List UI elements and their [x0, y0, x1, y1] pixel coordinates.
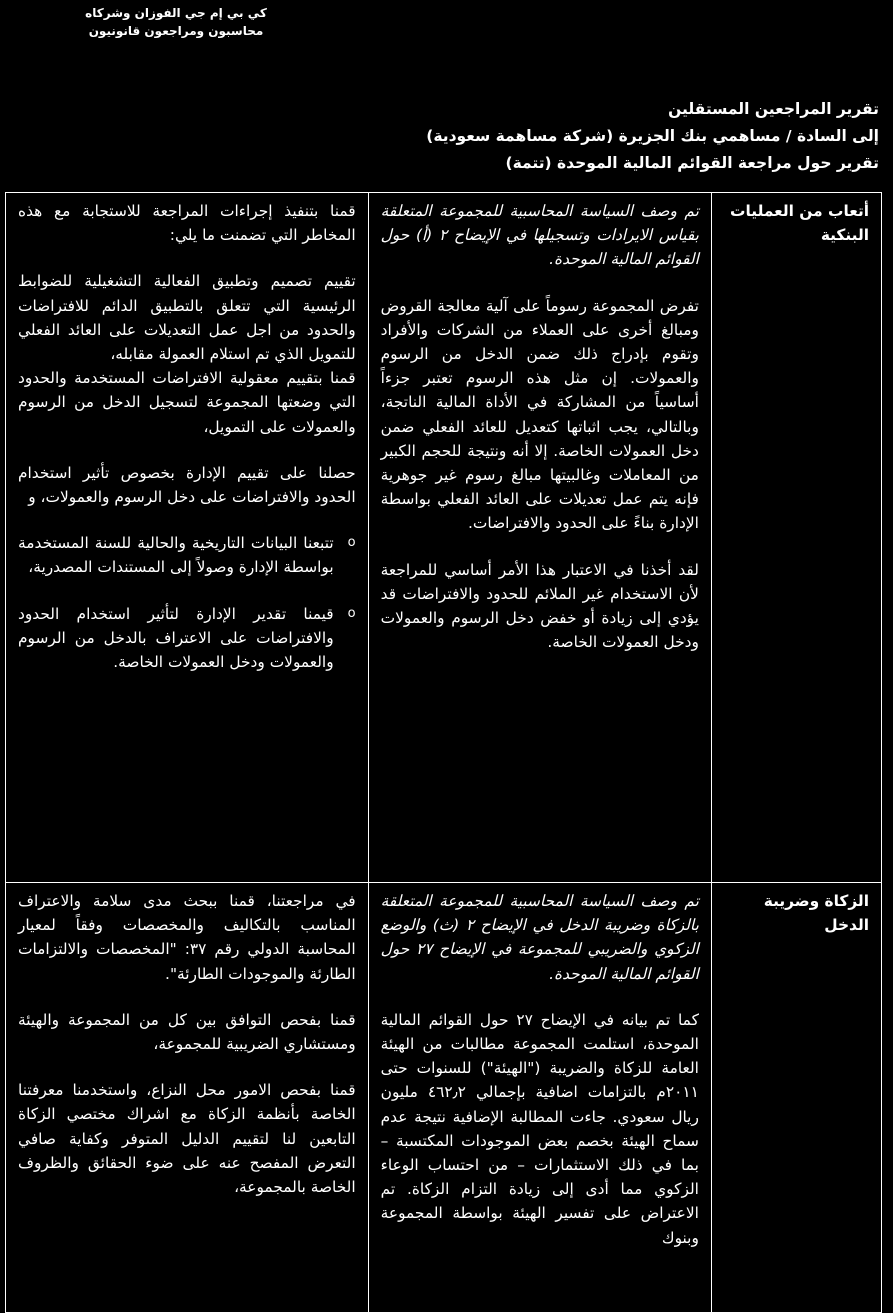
circle-bullet-icon: o — [347, 535, 356, 551]
response-paragraph: تقييم تصميم وتطبيق الفعالية التشغيلية للضوابط الرئيسية التي تتعلق بالتطبيق الدائم للافتراضات والحدود من اجل عمل التعديلات على العائد الفعلي للتمويل الذي تم استلام العمولة مقابله، — [18, 272, 356, 364]
response-paragraph: قمنا بتقييم معقولية الافتراضات المستخدمة والحدود التي وضعتها المجموعة لتسجيل الدخل من الرسوم والعمولات على التمويل، — [18, 369, 356, 436]
firm-header — [76, 4, 276, 40]
description-paragraph: تفرض المجموعة رسوماً على آلية معالجة القروض ومبالغ أخرى على العملاء من الشركات والأفراد وتقوم بإدراج ذلك ضمن الدخل من الرسوم والعمولات. إن مثل هذه الرسوم تعتبر جزءاً أساسياً من المشاركة في الأداة المالية الناتجة، وبالتالي، يجب اثباتها كتعديل للعائد الفعلي ضمن دخل العمولات الخاصة. إلا أنه ونتيجة للحجم الكبير من المعاملات وغالبيتها مبالغ رسوم غير جوهرية فإنه يتم عمل تعديلات على العائد الفعلي بواسطة الإدارة بناءً على الحدود والافتراضات. — [380, 296, 699, 533]
report-heading — [179, 96, 879, 177]
matter-description — [368, 193, 711, 883]
description-paragraph: لقد أخذنا في الاعتبار هذا الأمر أساسي للمراجعة لأن الاستخدام غير الملائم للحدود والافتراضات قد يؤدي إلى زيادة أو خفض دخل الرسوم والعمولات ودخل العمولات الخاصة. — [380, 560, 699, 652]
list-item — [18, 602, 356, 675]
table-row — [6, 883, 882, 1313]
response-paragraph: قمنا بفحص التوافق بين كل من المجموعة والهيئة ومستشاري الضريبية للمجموعة، — [18, 1010, 356, 1054]
description-paragraph: تم وصف السياسة المحاسبية للمجموعة المتعلقة بقياس الايرادات وتسجيلها في الإيضاح ٢ (أ) حول القوائم المالية الموحدة. — [380, 202, 699, 269]
response-paragraph: في مراجعتنا، قمنا ببحث مدى سلامة والاعتراف المناسب بالتكاليف والمخصصات وفقاً لمعيار المحاسبة الدولي رقم ٣٧: "المخصصات والالتزامات الطارئة والموجودات الطارئة". — [18, 892, 356, 983]
report-title: تقرير المراجعين المستقلين — [668, 100, 879, 118]
response-paragraph: حصلنا على تقييم الإدارة بخصوص تأثير استخدام الحدود والافتراضات على دخل الرسوم والعمولات، و — [18, 463, 356, 507]
matter-topic: أتعاب من العمليات البنكية — [711, 193, 881, 883]
table-row — [6, 193, 882, 883]
firm-name: كي بي إم جي الفوزان وشركاه — [85, 6, 267, 20]
matter-description — [368, 883, 711, 1313]
description-paragraph: تم وصف السياسة المحاسبية للمجموعة المتعلقة بالزكاة وضريبة الدخل في الإيضاح ٢ (ث) والوضع الزكوي والضريبي للمجموعة في الإيضاح ٢٧ حول القوائم المالية الموحدة. — [380, 892, 699, 983]
bullet-text: تتبعنا البيانات التاريخية والحالية للسنة المستخدمة بواسطة الإدارة وصولاً إلى المستندات المصدرية، — [18, 534, 334, 577]
audit-response — [6, 193, 369, 883]
response-bullet-list — [18, 531, 356, 674]
circle-bullet-icon: o — [347, 605, 356, 621]
report-subtitle: تقرير حول مراجعة القوائم المالية الموحدة (تتمة) — [505, 154, 879, 172]
response-paragraph: قمنا بفحص الامور محل النزاع، واستخدمنا معرفتنا الخاصة بأنظمة الزكاة مع اشراك مختصي الزكاة التابعين لنا لتقييم الدليل المتوفر وكفاية صافي التعرض المفصح عنه على ضوء الحقائق والظروف الخاصة بالمجموعة، — [18, 1081, 356, 1197]
matter-topic: الزكاة وضريبة الدخل — [711, 883, 881, 1313]
key-audit-matters-table — [5, 192, 882, 1313]
report-addressee: إلى السادة / مساهمي بنك الجزيرة (شركة مساهمة سعودية) — [426, 127, 879, 145]
bullet-text: قيمنا تقدير الإدارة لتأثير استخدام الحدود والافتراضات على الاعتراف بالدخل من الرسوم والعمولات ودخل العمولات الخاصة. — [18, 604, 334, 672]
description-paragraph: كما تم بيانه في الإيضاح ٢٧ حول القوائم المالية الموحدة، استلمت المجموعة مطالبات من الهيئة العامة للزكاة والضريبة ("الهيئة") للسنوات حتى ٢٠١١م بالتزامات اضافية بإجمالي ٤٦٢٫٢ مليون ريال سعودي. جاءت المطالبة الإضافية نتيجة عدم سماح الهيئة بخصم بعض الموجودات المكتسبة – بما في ذلك الاستثمارات – من احتساب الوعاء الزكوي مما أدى إلى زيادة التزام الزكاة. تم الاعتراض على تفسير الهيئة بواسطة المجموعة وبنوك — [380, 1010, 699, 1247]
firm-subtitle: محاسبون ومراجعون قانونيون — [88, 24, 264, 38]
list-item — [18, 531, 356, 579]
response-intro: قمنا بتنفيذ إجراءات المراجعة للاستجابة مع هذه المخاطر التي تضمنت ما يلي: — [18, 202, 356, 245]
audit-response — [6, 883, 369, 1313]
